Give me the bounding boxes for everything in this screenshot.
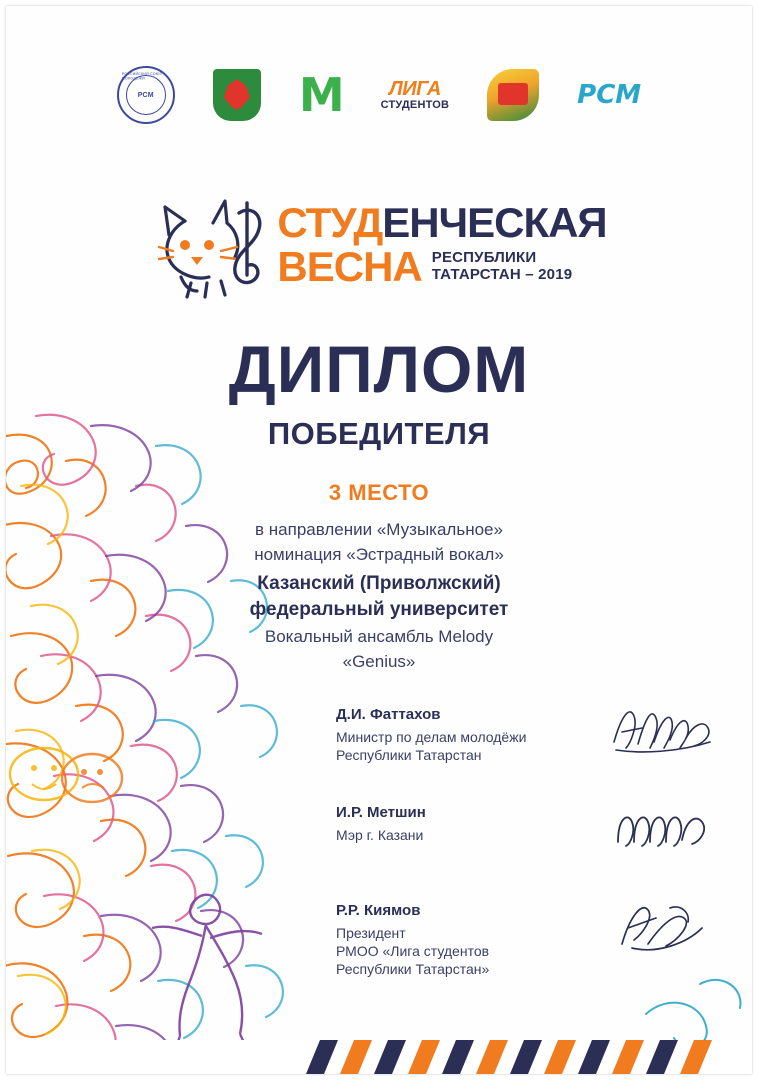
event-subtitle-line1: РЕСПУБЛИКИ	[431, 249, 537, 266]
diploma-subtitle: ПОБЕДИТЕЛЯ	[267, 416, 491, 451]
signatory-role-line2: Республики Татарстан	[336, 747, 482, 764]
event-logo	[6, 182, 752, 307]
event-word-vesna: ВЕСНА	[277, 242, 422, 290]
award-participant	[6, 625, 752, 674]
certificate-page	[6, 6, 752, 1074]
logo-tatarstan-leaf	[487, 67, 539, 123]
signatory-role-line3: Республики Татарстан»	[336, 961, 490, 978]
logo-m-letter: М	[298, 68, 343, 122]
diploma-title: ДИПЛОМ	[228, 332, 530, 406]
signatory-role-line1: Министр по делам молодёжи	[336, 729, 527, 745]
award-direction-line2: номинация «Эстрадный вокал»	[254, 544, 504, 564]
award-direction-line1: в направлении «Музыкальное»	[255, 520, 503, 539]
rsm-abbr: РСМ	[577, 80, 642, 110]
signature-mark	[608, 698, 718, 760]
signatory-name: Д.И. Фаттахов	[336, 706, 441, 723]
logo-ministry-m	[299, 67, 343, 123]
signature-mark	[608, 894, 718, 956]
logo-tatarstan-youth-crest	[213, 67, 261, 123]
signature-mark	[608, 796, 718, 858]
signatory-role-line2: РМОО «Лига студентов	[336, 943, 490, 960]
award-place: 3 МЕСТО	[328, 480, 430, 505]
logo-liga-studentov	[381, 67, 450, 123]
event-subtitle-line2: ТАТАРСТАН – 2019	[431, 266, 573, 284]
award-organization-line1: Казанский (Приволжский)	[257, 573, 501, 594]
decorative-ornament-left	[6, 406, 326, 1074]
stamp-abbr: РСМ	[126, 75, 166, 115]
signatory-name: Р.Р. Киямов	[336, 902, 421, 919]
award-organization	[6, 571, 752, 622]
partner-logo-strip	[6, 64, 752, 126]
award-participant-line1: Вокальный ансамбль Melody	[264, 627, 494, 646]
signature-block	[336, 804, 736, 876]
signature-section	[336, 706, 736, 1005]
signatory-role-line1: Президент	[336, 925, 406, 941]
liga-line2: СТУДЕНТОВ	[380, 98, 450, 111]
award-participant-line2: «Genius»	[342, 651, 416, 671]
signatory-name: И.Р. Метшин	[336, 804, 426, 821]
award-direction	[6, 518, 752, 567]
event-word-part-dark: ЕНЧЕСКАЯ	[382, 198, 607, 246]
logo-russian-student-union-stamp	[117, 67, 175, 123]
signature-block	[336, 706, 736, 778]
signature-block	[336, 902, 736, 979]
stamp-ring-text: РОССИЙСКИЙ СОЮЗ МОЛОДЁЖИ	[121, 71, 162, 81]
liga-line1: ЛИГА	[388, 77, 441, 100]
event-word-part-orange: СТУД	[277, 198, 383, 246]
footer-stripe-band	[6, 1040, 752, 1074]
signatory-role-line1: Мэр г. Казани	[336, 827, 424, 843]
award-organization-line2: федеральный университет	[249, 598, 509, 620]
cat-treble-clef-icon	[151, 189, 271, 301]
logo-rsm-blue	[577, 67, 641, 123]
